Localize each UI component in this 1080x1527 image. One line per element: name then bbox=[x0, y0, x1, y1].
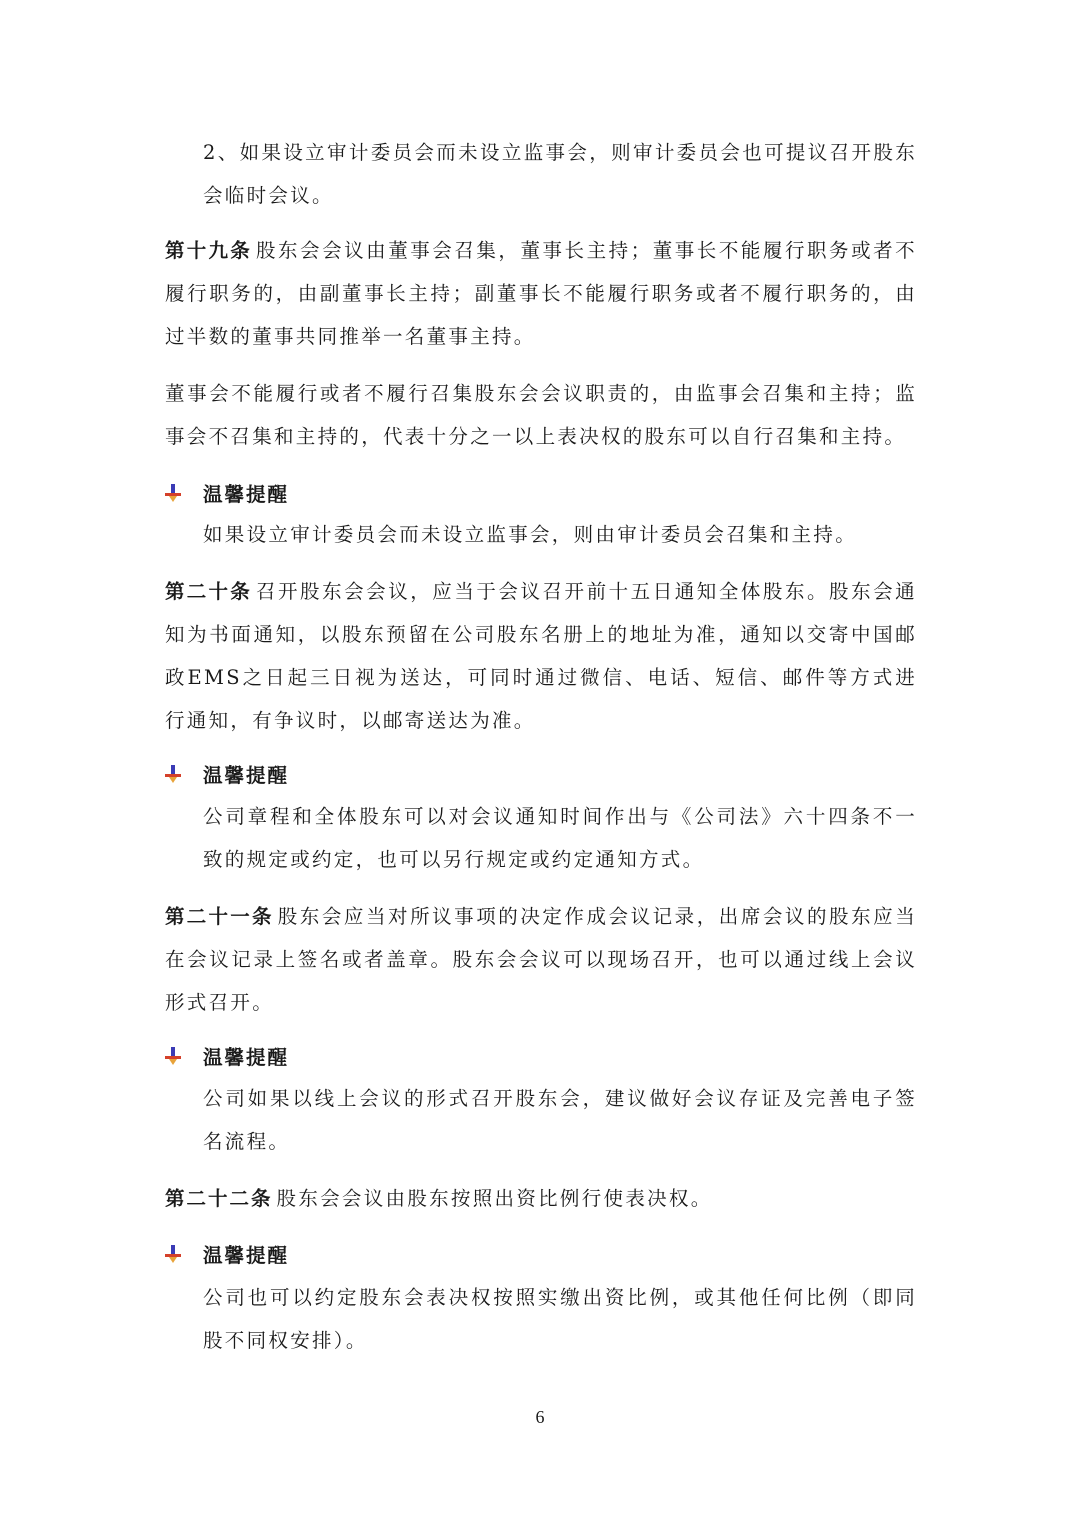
article-label: 第二十一条 bbox=[165, 905, 274, 928]
tip-heading bbox=[165, 1041, 289, 1071]
arrow-down-icon bbox=[165, 1245, 181, 1263]
article-20: 第二十条 召开股东会会议，应当于会议召开前十五日通知全体股东。股东会通知为书面通知，以股东预留在公司股东名册上的地址为准，通知以交寄中国邮政EMS之日起三日视为送达，可同时通过微信、电话、短信、邮件等方式进行通知，有争议时，以邮寄送达为准。 bbox=[165, 580, 917, 732]
arrow-down-icon bbox=[165, 484, 181, 502]
paragraph-item-2: 2、如果设立审计委员会而未设立监事会，则审计委员会也可提议召开股东会临时会议。 bbox=[203, 141, 917, 207]
article-21: 第二十一条 股东会应当对所议事项的决定作成会议记录，出席会议的股东应当在会议记录上签名或者盖章。股东会会议可以现场召开，也可以通过线上会议形式召开。 bbox=[165, 905, 917, 1014]
page-number: 6 bbox=[535, 1407, 545, 1427]
tip-text: 如果设立审计委员会而未设立监事会，则由审计委员会召集和主持。 bbox=[203, 523, 858, 546]
arrow-down-icon bbox=[165, 765, 181, 783]
article-label: 第二十二条 bbox=[165, 1187, 273, 1210]
tip-text: 公司章程和全体股东可以对会议通知时间作出与《公司法》六十四条不一致的规定或约定，也可以另行规定或约定通知方式。 bbox=[203, 805, 917, 871]
article-19: 第十九条 股东会会议由董事会召集，董事长主持；董事长不能履行职务或者不履行职务的，由副董事长主持；副董事长不能履行职务或者不履行职务的，由过半数的董事共同推举一名董事主持。 bbox=[165, 239, 917, 348]
article-label: 第十九条 bbox=[165, 239, 252, 262]
tip-text: 公司也可以约定股东会表决权按照实缴出资比例，或其他任何比例（即同股不同权安排）。 bbox=[203, 1286, 917, 1352]
tip-title: 温馨提醒 bbox=[203, 1244, 290, 1267]
tip-text: 公司如果以线上会议的形式召开股东会，建议做好会议存证及完善电子签名流程。 bbox=[203, 1087, 917, 1153]
tip-heading bbox=[165, 759, 289, 789]
article-label: 第二十条 bbox=[165, 580, 252, 603]
tip-heading bbox=[165, 478, 289, 508]
tip-title: 温馨提醒 bbox=[203, 764, 290, 787]
article-19-paragraph-2: 董事会不能履行或者不履行召集股东会会议职责的，由监事会召集和主持；监事会不召集和主持的，代表十分之一以上表决权的股东可以自行召集和主持。 bbox=[165, 382, 917, 448]
article-22: 第二十二条 股东会会议由股东按照出资比例行使表决权。 bbox=[165, 1187, 713, 1210]
arrow-down-icon bbox=[165, 1047, 181, 1065]
tip-title: 温馨提醒 bbox=[203, 483, 290, 506]
tip-title: 温馨提醒 bbox=[203, 1046, 290, 1069]
tip-heading bbox=[165, 1239, 289, 1269]
